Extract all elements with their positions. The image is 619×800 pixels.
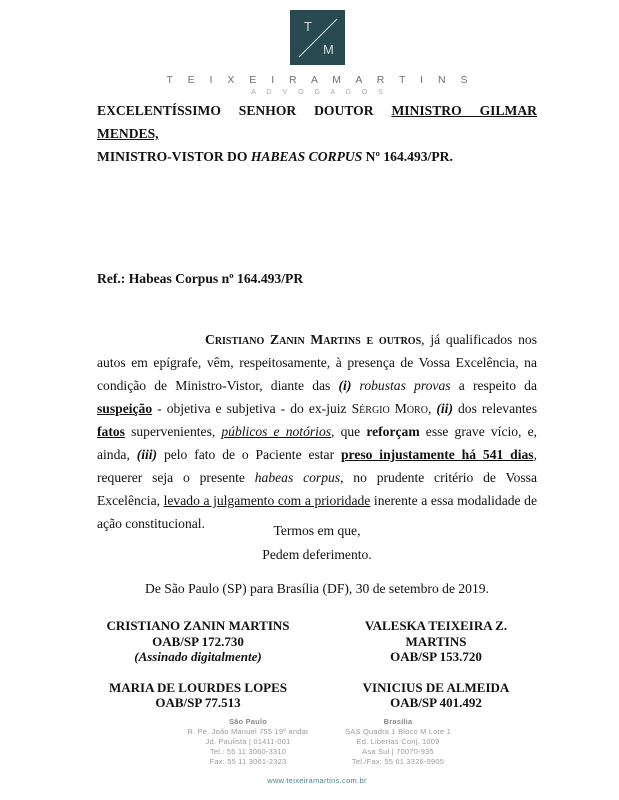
website-link[interactable]: www.teixeiramartins.com.br xyxy=(267,776,367,785)
text-segment: , que xyxy=(331,424,367,439)
signature-valeska xyxy=(335,618,537,665)
office-address-line: Ed. Libertas Conj. 1009 xyxy=(356,737,440,746)
office-city: São Paulo xyxy=(228,717,268,726)
text-segment: a respeito da xyxy=(450,378,537,393)
office-address-line: Asa Sul | 70070-935 xyxy=(362,747,434,756)
text-segment: preso injustamente há 541 dias xyxy=(340,447,534,462)
footer-website xyxy=(97,776,537,785)
text-segment: supervenientes, xyxy=(124,424,222,439)
closing-block xyxy=(97,519,537,567)
signature-oab: OAB/SP 172.730 xyxy=(152,633,244,649)
signature-lourdes xyxy=(97,680,299,711)
text-segment: públicos e notórios xyxy=(221,424,332,439)
signature-name: MARIA DE LOURDES LOPES xyxy=(108,679,288,695)
closing-line-1: Termos em que, xyxy=(273,523,361,538)
text-segment: pelo fato de o Paciente estar xyxy=(157,447,341,462)
text-segment xyxy=(351,378,359,393)
signature-name: CRISTIANO ZANIN MARTINS xyxy=(106,618,290,633)
text-segment: , requerer seja o presente xyxy=(97,447,537,485)
logo-letter-m: M xyxy=(322,42,335,57)
office-fax-line: Fax: 55 11 3061-2323 xyxy=(209,757,287,766)
office-brasilia xyxy=(328,717,468,767)
firm-subtitle: A D V O G A D O S xyxy=(251,89,388,96)
office-address-line: SAS Quadra 1 Bloco M Lote 1 xyxy=(345,727,451,736)
firm-logo xyxy=(290,10,345,65)
text-segment: robustas provas xyxy=(359,378,451,393)
text-segment: MINISTRO-VISTOR DO xyxy=(97,149,251,164)
text-segment: Nº 164.493/PR. xyxy=(362,149,453,164)
signature-oab: OAB/SP 401.492 xyxy=(390,695,482,710)
office-phone-line: Tel.: 55 11 3060-3310 xyxy=(209,747,287,756)
text-segment: , no prudente critério de Vossa Excelência, xyxy=(97,470,537,508)
text-segment: dos relevantes xyxy=(452,401,538,416)
text-segment: EXCELENTÍSSIMO SENHOR DOUTOR xyxy=(97,103,392,118)
text-segment: (i) xyxy=(338,378,352,393)
text-segment: (ii) xyxy=(436,401,453,416)
signature-name: VALESKA TEIXEIRA Z. MARTINS xyxy=(364,618,508,649)
signature-digital-note: (Assinado digitalmente) xyxy=(134,649,262,664)
letterhead xyxy=(97,10,537,96)
text-segment: - objetiva e subjetiva - do ex-juiz xyxy=(152,401,352,416)
signature-block xyxy=(97,618,537,711)
firm-name: T E I X E I R A M A R T I N S xyxy=(166,74,474,86)
reference-line: Ref.: Habeas Corpus nº 164.493/PR xyxy=(97,271,304,286)
text-segment: reforçam xyxy=(366,424,420,439)
office-city: Brasília xyxy=(383,717,413,726)
heading-line-1 xyxy=(97,99,537,145)
office-sao-paulo xyxy=(178,717,318,767)
signature-name: VINICIUS DE ALMEIDA xyxy=(362,679,510,695)
signature-oab: OAB/SP 153.720 xyxy=(390,649,482,664)
dateline: De São Paulo (SP) para Brasília (DF), 30 de setembro de 2019. xyxy=(145,581,489,596)
signature-zanin xyxy=(97,618,299,665)
text-segment: levado a julgamento com a prioridade xyxy=(163,493,371,508)
text-segment: habeas corpus xyxy=(254,470,341,485)
text-segment: suspeição xyxy=(97,401,153,416)
office-address-line: Jd. Paulista | 01411-001 xyxy=(205,737,291,746)
addressee-heading xyxy=(97,99,537,168)
office-phone-line: Tel./Fax: 55 61 3326-9905 xyxy=(351,757,445,766)
text-segment: (iii) xyxy=(136,447,158,462)
text-segment: Sérgio Moro xyxy=(351,401,428,416)
heading-line-2 xyxy=(97,145,537,168)
text-segment: , xyxy=(427,401,437,416)
signature-vinicius xyxy=(335,680,537,711)
body-paragraph xyxy=(97,328,537,535)
signature-oab: OAB/SP 77.513 xyxy=(155,695,241,710)
text-segment: , já qualificados nos autos em epígrafe, vêm, respeitosamente, à presença de Vossa Excelência, na condição de Ministro-Vistor, diante das xyxy=(97,332,537,393)
text-segment: fatos xyxy=(97,424,125,439)
text-segment: Cristiano Zanin Martins e outros xyxy=(205,332,422,347)
text-segment: inerente a essa modalidade de ação constitucional. xyxy=(97,493,538,531)
footer-offices xyxy=(178,717,468,767)
text-segment: HABEAS CORPUS xyxy=(250,149,363,164)
text-segment: MINISTRO GILMAR MENDES, xyxy=(97,103,537,141)
text-segment: esse grave vício, e, ainda, xyxy=(97,424,537,462)
logo-monogram-icon xyxy=(290,10,345,65)
logo-letter-t: T xyxy=(303,19,313,34)
office-address-line: R. Pe. João Manuel 755 19º andar xyxy=(187,727,309,736)
closing-line-2: Pedem deferimento. xyxy=(262,547,372,562)
